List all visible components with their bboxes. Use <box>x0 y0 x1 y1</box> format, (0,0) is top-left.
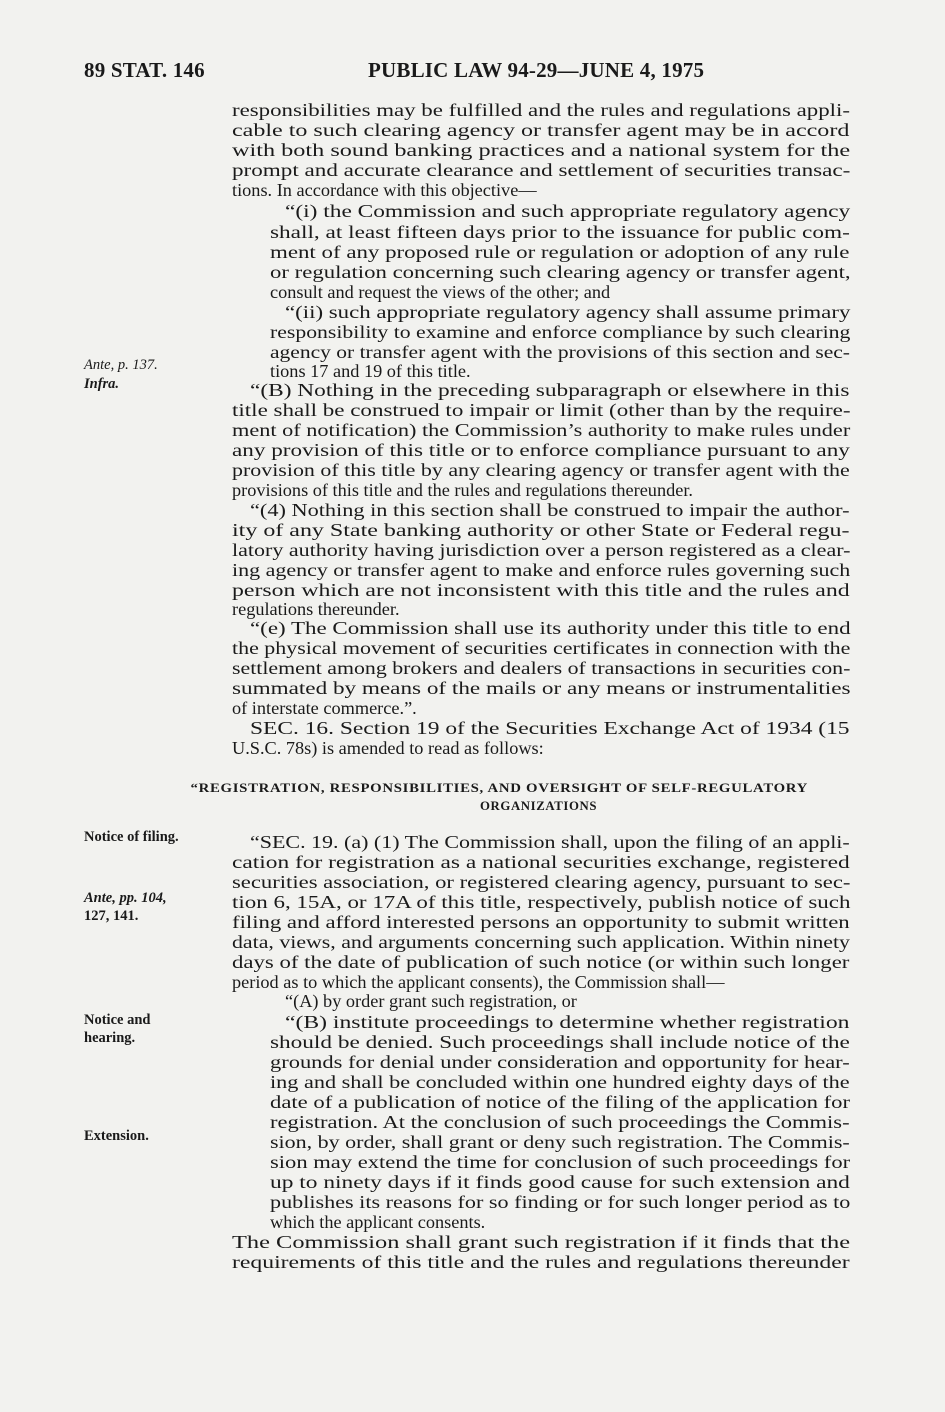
margin-note-notice-of-filing: Notice of filing. <box>84 829 179 845</box>
body-line-section-16: SEC. 16. Section 19 of the Securities Exchange Act of 1934 (15 <box>250 718 850 738</box>
body-line: tion 6, 15A, or 17A of this title, respectively, publish notice of such <box>232 892 851 912</box>
body-line: “(e) The Commission shall use its authority under this title to end <box>250 618 851 638</box>
body-line: ing agency or transfer agent to make and enforce rules governing such <box>232 560 851 580</box>
body-line-section-19: “SEC. 19. (a) (1) The Commission shall, upon the filing of an appli- <box>250 832 850 852</box>
body-line: with both sound banking practices and a national system for the <box>232 140 851 160</box>
body-line: ing and shall be concluded within one hundred eighty days of the <box>270 1072 850 1092</box>
body-line: data, views, and arguments concerning such application. Within ninety <box>232 932 850 952</box>
body-line: “(ii) such appropriate regulatory agency shall assume primary <box>285 302 851 322</box>
body-line: securities association, or registered clearing agency, pursuant to sec- <box>232 872 851 892</box>
margin-note-ante-pp-cont: 127, 141. <box>84 908 139 924</box>
body-line: agency or transfer agent with the provisions of this section and sec- <box>270 342 850 362</box>
body-line: up to ninety days if it finds good cause for such extension and <box>270 1172 850 1192</box>
body-line: prompt and accurate clearance and settlement of securities transac- <box>232 160 851 180</box>
body-line: person which are not inconsistent with this title and the rules and <box>232 580 850 600</box>
body-line: responsibilities may be fulfilled and the rules and regulations appli- <box>232 100 850 120</box>
body-line: cable to such clearing agency or transfer agent may be in accord <box>232 120 850 140</box>
body-line: “(A) by order grant such registration, or <box>285 991 577 1011</box>
body-line: shall, at least fifteen days prior to the issuance for public com- <box>270 222 850 242</box>
body-line: should be denied. Such proceedings shall include notice of the <box>270 1032 850 1052</box>
body-line: ity of any State banking authority or other State or Federal regu- <box>232 520 850 540</box>
body-line: publishes its reasons for so finding or for such longer period as to <box>270 1192 851 1212</box>
body-line: latory authority having jurisdiction over a person registered as a clear- <box>232 540 851 560</box>
body-line: consult and request the views of the other; and <box>270 282 611 302</box>
body-line: title shall be construed to impair or limit (other than by the require- <box>232 400 851 420</box>
body-line: provisions of this title and the rules and regulations thereunder. <box>232 480 693 500</box>
body-line: period as to which the applicant consents), the Commission shall— <box>232 972 725 992</box>
body-line: days of the date of publication of such notice (or within such longer <box>232 952 850 972</box>
body-line: date of a publication of notice of the filing of the application for <box>270 1092 851 1112</box>
body-line: grounds for denial under consideration and opportunity for hear- <box>270 1052 850 1072</box>
body-line: the physical movement of securities certificates in connection with the <box>232 638 851 658</box>
body-line: settlement among brokers and dealers of transactions in securities con- <box>232 658 851 678</box>
body-line: regulations thereunder. <box>232 599 400 619</box>
section-heading: “REGISTRATION, RESPONSIBILITIES, AND OVERSIGHT OF SELF-REGULATORY <box>190 781 809 795</box>
body-line: “(B) institute proceedings to determine whether registration <box>285 1012 850 1032</box>
body-line: ment of any proposed rule or regulation or adoption of any rule <box>270 242 850 262</box>
body-line: of interstate commerce.”. <box>232 698 417 718</box>
margin-note-extension: Extension. <box>84 1128 149 1144</box>
page-stat-number: 89 STAT. 146 <box>84 58 205 82</box>
body-line: tions 17 and 19 of this title. <box>270 361 471 381</box>
body-line: “(4) Nothing in this section shall be construed to impair the author- <box>250 500 850 520</box>
body-line: or regulation concerning such clearing agency or transfer agent, <box>270 262 851 282</box>
body-line: responsibility to examine and enforce compliance by such clearing <box>270 322 851 342</box>
body-line: any provision of this title or to enforce compliance pursuant to any <box>232 440 850 460</box>
margin-note-notice-hearing: Notice and <box>84 1012 151 1028</box>
body-line: sion, by order, shall grant or deny such registration. The Commis- <box>270 1132 850 1152</box>
margin-note-infra: Infra. <box>84 376 120 392</box>
body-line: U.S.C. 78s) is amended to read as follows: <box>232 738 544 758</box>
body-line: The Commission shall grant such registration if it finds that the <box>232 1232 851 1252</box>
body-line: filing and afford interested persons an opportunity to submit written <box>232 912 850 932</box>
margin-note-notice-hearing-cont: hearing. <box>84 1030 136 1046</box>
body-line: summated by means of the mails or any means or instrumentalities <box>232 678 851 698</box>
body-line: ment of notification) the Commission’s authority to make rules under <box>232 420 851 440</box>
body-line: tions. In accordance with this objective— <box>232 180 537 200</box>
body-line: cation for registration as a national securities exchange, registered <box>232 852 850 872</box>
body-line: provision of this title by any clearing agency or transfer agent with the <box>232 460 850 480</box>
body-line: “(B) Nothing in the preceding subparagraph or elsewhere in this <box>250 380 850 400</box>
body-line: requirements of this title and the rules and regulations thereunder <box>232 1252 850 1272</box>
margin-note-ante-pp: Ante, pp. 104, <box>84 890 167 906</box>
section-heading-cont: ORGANIZATIONS <box>480 799 598 813</box>
margin-note-ante-p137: Ante, p. 137. <box>84 357 158 373</box>
body-line: registration. At the conclusion of such proceedings the Commis- <box>270 1112 850 1132</box>
body-line: which the applicant consents. <box>270 1212 486 1232</box>
body-line: sion may extend the time for conclusion of such proceedings for <box>270 1152 851 1172</box>
page-running-title: PUBLIC LAW 94-29—JUNE 4, 1975 <box>368 58 705 82</box>
body-line: “(i) the Commission and such appropriate regulatory agency <box>285 201 851 221</box>
